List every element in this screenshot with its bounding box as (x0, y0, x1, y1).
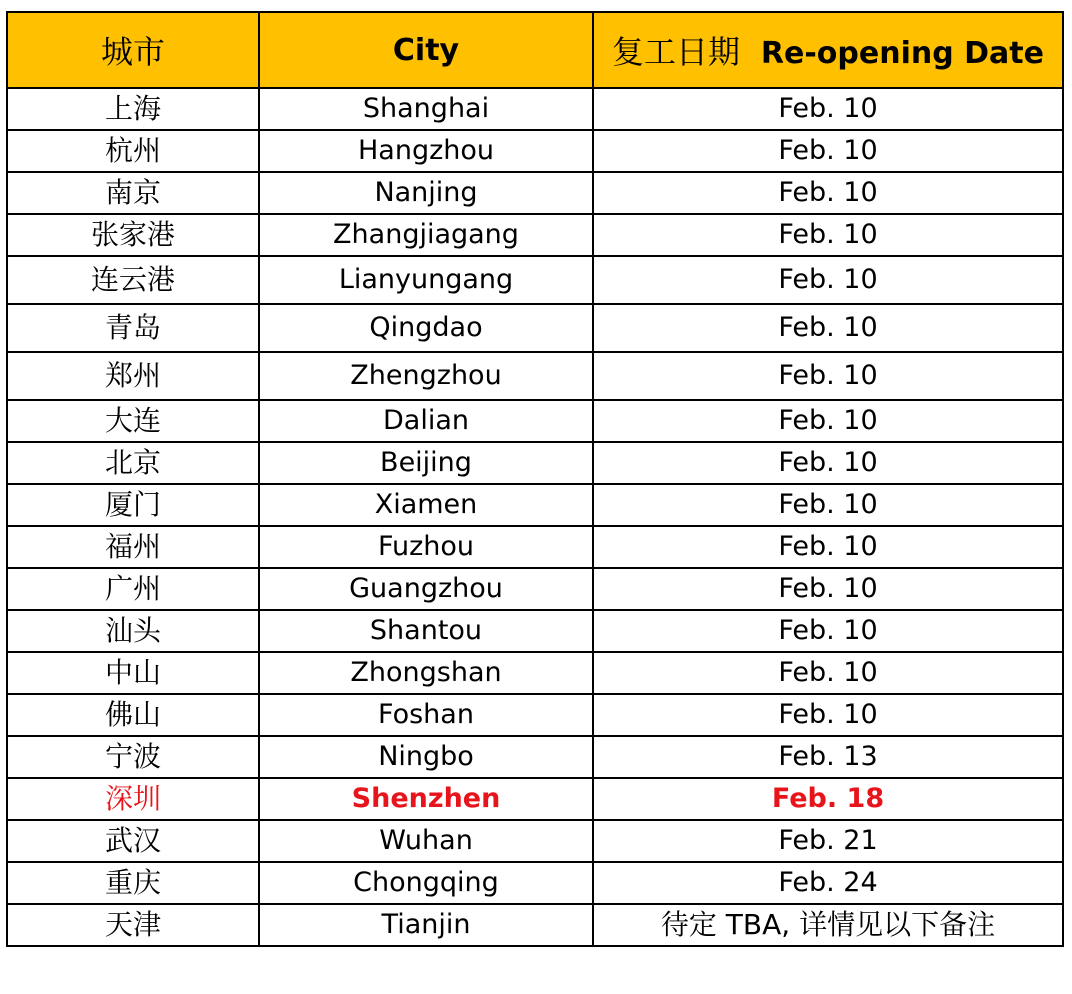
table-row (7, 526, 1063, 568)
city-zh-cell: 青岛 (7, 304, 259, 352)
date-cell: Feb. 10 (593, 130, 1063, 172)
date-cell: Feb. 21 (593, 820, 1063, 862)
city-zh-cell: 大连 (7, 400, 259, 442)
city-zh-cell: 福州 (7, 526, 259, 568)
table-row (7, 442, 1063, 484)
city-en-cell: Qingdao (259, 304, 593, 352)
city-en-cell: Guangzhou (259, 568, 593, 610)
city-zh-cell: 连云港 (7, 256, 259, 304)
city-zh-cell: 天津 (7, 904, 259, 946)
reopening-table-container (6, 11, 1062, 947)
header-date-en: Re-opening Date (760, 36, 1044, 71)
header-reopening-date (593, 12, 1063, 88)
header-city-en: City (259, 12, 593, 88)
date-cell: Feb. 10 (593, 172, 1063, 214)
table-row (7, 214, 1063, 256)
date-cell: Feb. 10 (593, 694, 1063, 736)
date-cell: Feb. 24 (593, 862, 1063, 904)
city-en-cell: Zhangjiagang (259, 214, 593, 256)
city-en-cell: Zhengzhou (259, 352, 593, 400)
city-en-cell: Chongqing (259, 862, 593, 904)
city-en-cell: Beijing (259, 442, 593, 484)
city-en-cell: Nanjing (259, 172, 593, 214)
table-row (7, 88, 1063, 130)
table-row-highlighted (7, 778, 1063, 820)
table-row (7, 304, 1063, 352)
reopening-table (6, 11, 1064, 947)
date-cell: Feb. 18 (593, 778, 1063, 820)
date-cell: Feb. 13 (593, 736, 1063, 778)
table-row (7, 820, 1063, 862)
table-row (7, 568, 1063, 610)
city-zh-cell: 广州 (7, 568, 259, 610)
city-en-cell: Wuhan (259, 820, 593, 862)
table-row (7, 130, 1063, 172)
city-en-cell: Hangzhou (259, 130, 593, 172)
city-en-cell: Zhongshan (259, 652, 593, 694)
table-row (7, 694, 1063, 736)
date-cell: Feb. 10 (593, 214, 1063, 256)
table-row (7, 652, 1063, 694)
city-zh-cell: 深圳 (7, 778, 259, 820)
city-zh-cell: 郑州 (7, 352, 259, 400)
date-cell: Feb. 10 (593, 526, 1063, 568)
table-row (7, 256, 1063, 304)
city-en-cell: Lianyungang (259, 256, 593, 304)
city-en-cell: Shenzhen (259, 778, 593, 820)
city-en-cell: Ningbo (259, 736, 593, 778)
city-zh-cell: 武汉 (7, 820, 259, 862)
header-row (7, 12, 1063, 88)
city-zh-cell: 重庆 (7, 862, 259, 904)
table-row (7, 610, 1063, 652)
date-cell: Feb. 10 (593, 568, 1063, 610)
city-en-cell: Shantou (259, 610, 593, 652)
header-date-zh: 复工日期 (612, 33, 741, 71)
date-cell: Feb. 10 (593, 88, 1063, 130)
city-en-cell: Shanghai (259, 88, 593, 130)
city-zh-cell: 南京 (7, 172, 259, 214)
date-cell: Feb. 10 (593, 652, 1063, 694)
city-zh-cell: 张家港 (7, 214, 259, 256)
city-zh-cell: 宁波 (7, 736, 259, 778)
city-zh-cell: 杭州 (7, 130, 259, 172)
table-row (7, 172, 1063, 214)
date-cell: Feb. 10 (593, 352, 1063, 400)
table-row (7, 904, 1063, 946)
header-city-zh: 城市 (7, 12, 259, 88)
table-row (7, 352, 1063, 400)
table-row (7, 862, 1063, 904)
city-en-cell: Fuzhou (259, 526, 593, 568)
city-en-cell: Tianjin (259, 904, 593, 946)
city-en-cell: Dalian (259, 400, 593, 442)
table-row (7, 484, 1063, 526)
city-zh-cell: 上海 (7, 88, 259, 130)
city-zh-cell: 中山 (7, 652, 259, 694)
city-zh-cell: 佛山 (7, 694, 259, 736)
date-cell: Feb. 10 (593, 442, 1063, 484)
city-zh-cell: 汕头 (7, 610, 259, 652)
city-en-cell: Xiamen (259, 484, 593, 526)
city-zh-cell: 厦门 (7, 484, 259, 526)
date-cell: Feb. 10 (593, 400, 1063, 442)
date-cell: Feb. 10 (593, 610, 1063, 652)
date-cell: 待定 TBA, 详情见以下备注 (593, 904, 1063, 946)
city-zh-cell: 北京 (7, 442, 259, 484)
date-cell: Feb. 10 (593, 484, 1063, 526)
table-row (7, 736, 1063, 778)
date-cell: Feb. 10 (593, 304, 1063, 352)
date-cell: Feb. 10 (593, 256, 1063, 304)
city-en-cell: Foshan (259, 694, 593, 736)
table-row (7, 400, 1063, 442)
